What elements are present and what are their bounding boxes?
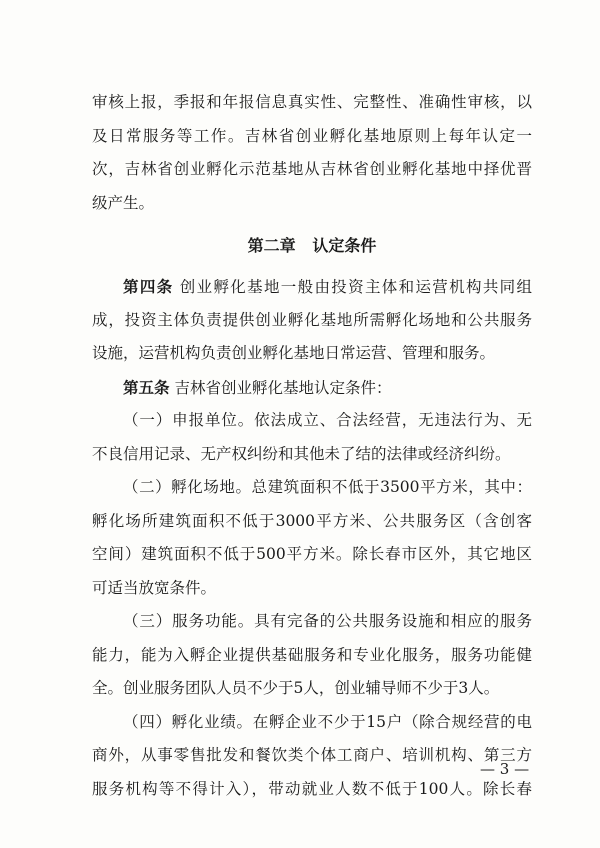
article-4-label: 第四条 [123, 277, 174, 296]
body-text [92, 86, 532, 806]
item-2-line: （二）孵化场地。总建筑面积不低于3500平方米，其中： [123, 478, 532, 496]
item-3-line: （三）服务功能。具有完备的公共服务设施和相应的服务 [123, 612, 532, 630]
article-5-label: 第五条 [123, 377, 170, 397]
item-4-line: （四）孵化业绩。在孵企业不少于15户（除合规经营的电 [123, 712, 532, 731]
item-3-line: 能力，能为入孵企业提供基础服务和专业化服务，服务功能健 [92, 645, 532, 664]
paragraph-line: 审核上报，季报和年报信息真实性、完整性、准确性审核，以 [92, 93, 532, 111]
item-1-line: 不良信用记录、无产权纠纷和其他未了结的法律或经济纠纷。 [92, 444, 511, 463]
article-5-line: 第五条 吉林省创业孵化基地认定条件： [123, 377, 392, 397]
chapter-title: 第二章 认定条件 [247, 236, 377, 255]
item-4-line: 服务机构等不得计入），带动就业人数不低于100人。除长春 [92, 779, 532, 798]
item-2-line: 孵化场所建筑面积不低于3000平方米、公共服务区（含创客 [92, 511, 532, 530]
article-4-line: 设施，运营机构负责创业孵化基地日常运营、管理和服务。 [92, 344, 496, 362]
paragraph-line: 次，吉林省创业孵化示范基地从吉林省创业孵化基地中择优晋 [92, 160, 532, 178]
item-2-line: 可适当放宽条件。 [92, 578, 217, 597]
item-2-line: 空间）建筑面积不低于500平方米。除长春市区外，其它地区 [92, 545, 532, 563]
paragraph-line: 及日常服务等工作。吉林省创业孵化基地原则上每年认定一 [92, 126, 532, 145]
item-4-line: 商外，从事零售批发和餐饮类个体工商户、培训机构、第三方 [92, 746, 532, 764]
paragraph-line: 级产生。 [92, 193, 155, 212]
article-4-line: 成，投资主体负责提供创业孵化基地所需孵化场地和公共服务 [92, 310, 532, 329]
article-4-line: 第四条 创业孵化基地一般由投资主体和运营机构共同组 [123, 277, 532, 296]
item-3-line: 全。创业服务团队人员不少于5人，创业辅导师不少于3人。 [92, 679, 500, 697]
page-number: — 3 — [480, 760, 530, 778]
item-1-line: （一）申报单位。依法成立、合法经营，无违法行为、无 [123, 411, 532, 429]
